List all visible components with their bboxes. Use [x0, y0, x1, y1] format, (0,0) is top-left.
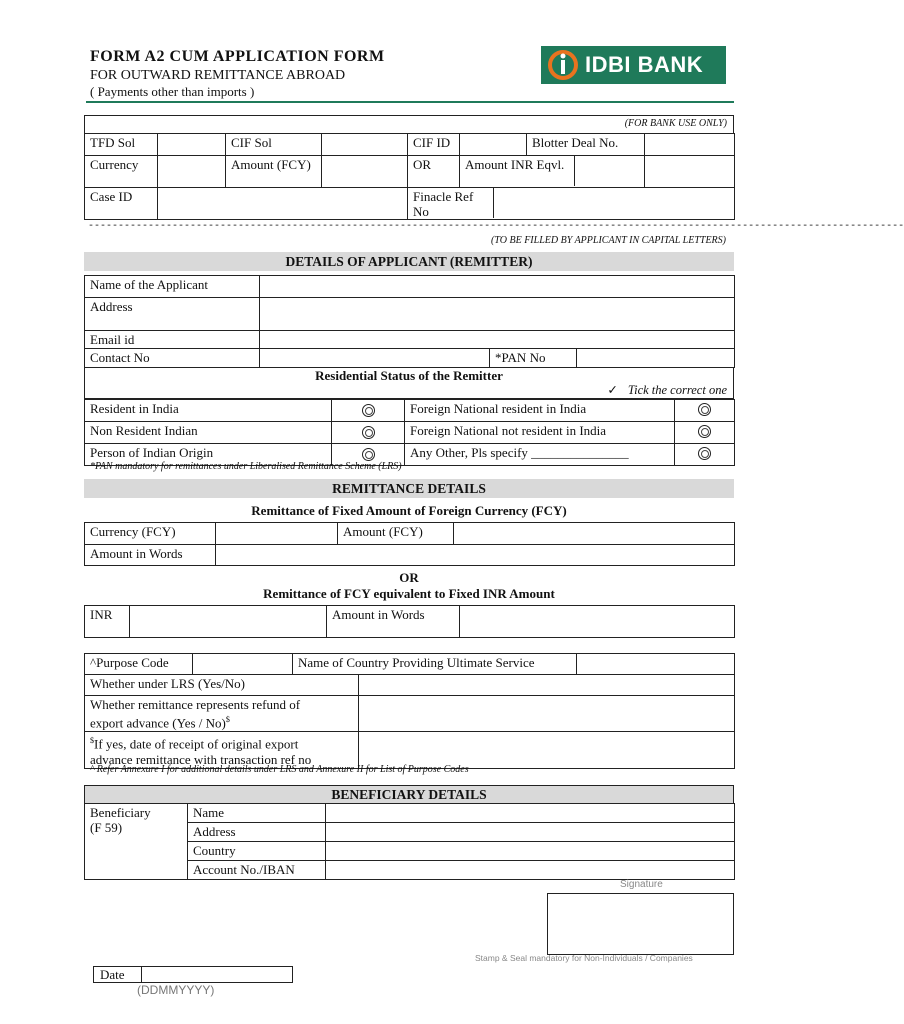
idbi-logo-icon	[547, 50, 579, 80]
refund-label	[85, 696, 359, 732]
stamp-note: Stamp & Seal mandatory for Non-Individuals / Companies	[475, 953, 693, 963]
radio-any-other[interactable]	[675, 444, 735, 466]
residential-heading: Residential Status of the Remitter	[315, 368, 503, 383]
address-label: Address	[85, 298, 260, 331]
beneficiary-country-field[interactable]	[326, 842, 735, 861]
signature-box[interactable]	[547, 893, 734, 955]
residential-box	[84, 367, 734, 399]
radio-icon	[362, 448, 375, 461]
purpose-code-label: ^Purpose Code	[85, 654, 193, 675]
radio-foreign-nonresident[interactable]	[675, 422, 735, 444]
tfd-sol-field[interactable]	[158, 134, 226, 156]
currency-fcy-field[interactable]	[216, 523, 338, 545]
radio-icon	[362, 404, 375, 417]
refund-label-text: export advance (Yes / No)	[90, 715, 226, 731]
status-nri: Non Resident Indian	[85, 422, 332, 444]
beneficiary-account-label: Account No./IBAN	[188, 861, 326, 880]
beneficiary-name-label: Name	[188, 804, 326, 823]
inr-words-field[interactable]	[460, 606, 735, 638]
form-subtitle: FOR OUTWARD REMITTANCE ABROAD	[90, 68, 346, 83]
status-pio: Person of Indian Origin	[85, 444, 332, 466]
annexure-note: ^ Refer Annexure I for additional details under LRS and Annexure II for List of Purpose Codes	[90, 764, 469, 775]
status-foreign-nonresident: Foreign National not resident in India	[405, 422, 675, 444]
tfd-sol-label: TFD Sol	[85, 134, 158, 156]
beneficiary-heading: BENEFICIARY DETAILS	[85, 786, 733, 803]
applicant-table	[84, 275, 735, 368]
refund-field[interactable]	[359, 696, 735, 732]
refund-label-line-1: Whether remittance represents refund of	[90, 697, 301, 712]
applicant-heading: DETAILS OF APPLICANT (REMITTER)	[84, 252, 734, 271]
bank-use-note-box	[84, 115, 734, 133]
currency-fcy-label: Currency (FCY)	[85, 523, 216, 545]
form-title: FORM A2 CUM APPLICATION FORM	[90, 48, 385, 65]
beneficiary-name-field[interactable]	[326, 804, 735, 823]
ifyes-label-sup: $	[90, 736, 94, 746]
currency-label: Currency	[85, 156, 158, 188]
lrs-field[interactable]	[359, 675, 735, 696]
radio-foreign-resident[interactable]	[675, 400, 735, 422]
address-field[interactable]	[260, 298, 735, 331]
lrs-label: Whether under LRS (Yes/No)	[85, 675, 359, 696]
beneficiary-country-label: Country	[188, 842, 326, 861]
finacle-ref-label: Finacle Ref No	[408, 188, 494, 218]
contact-field[interactable]	[260, 349, 490, 368]
applicant-name-label: Name of the Applicant	[85, 276, 260, 298]
beneficiary-label-line-1: Beneficiary	[90, 805, 151, 820]
finacle-ref-field[interactable]	[494, 188, 734, 218]
remittance-heading: REMITTANCE DETAILS	[84, 479, 734, 498]
status-resident-india: Resident in India	[85, 400, 332, 422]
purpose-table	[84, 653, 735, 675]
cif-id-label: CIF ID	[408, 134, 460, 156]
date-label: Date	[94, 967, 142, 982]
email-field[interactable]	[260, 331, 735, 349]
amount-inr-extra-field[interactable]	[645, 156, 735, 188]
pan-note-text: PAN mandatory for remittances under Liberalised Remittance Scheme (LRS)	[95, 461, 402, 472]
applicant-name-field[interactable]	[260, 276, 735, 298]
inr-table	[84, 605, 735, 638]
pan-label: *PAN No	[490, 349, 577, 368]
ifyes-label-line-2: advance remittance with transaction ref no	[90, 751, 312, 767]
radio-icon	[698, 403, 711, 416]
header-divider	[86, 101, 734, 103]
signature-label: Signature	[620, 879, 663, 890]
purpose-code-field[interactable]	[193, 654, 293, 675]
pan-field[interactable]	[577, 349, 735, 368]
case-id-field[interactable]	[158, 188, 408, 220]
status-foreign-resident: Foreign National resident in India	[405, 400, 675, 422]
country-service-label: Name of Country Providing Ultimate Service	[293, 654, 577, 675]
country-service-field[interactable]	[577, 654, 735, 675]
fcy-table	[84, 522, 735, 566]
beneficiary-address-field[interactable]	[326, 823, 735, 842]
amount-fcy-label: Amount (FCY)	[226, 156, 322, 188]
pan-note-mark: *	[90, 461, 95, 472]
logo-text: IDBI BANK	[585, 52, 704, 77]
cif-sol-field[interactable]	[322, 134, 408, 156]
tick-note-wrap	[607, 382, 727, 398]
fixed-fcy-heading: Remittance of Fixed Amount of Foreign Currency (FCY)	[251, 503, 567, 518]
beneficiary-table	[84, 803, 735, 880]
pan-note	[90, 461, 402, 472]
radio-resident-india[interactable]	[332, 400, 405, 422]
email-label: Email id	[85, 331, 260, 349]
bank-use-table	[84, 133, 735, 220]
beneficiary-heading-box	[84, 785, 734, 804]
amount-inr-cell	[460, 156, 645, 188]
amount-inr-field[interactable]	[575, 156, 644, 186]
ifyes-label-text: If yes, date of receipt of original export	[94, 736, 299, 752]
amount-words-label: Amount in Words	[85, 545, 216, 566]
fixed-inr-heading: Remittance of FCY equivalent to Fixed INR Amount	[263, 586, 555, 601]
radio-icon	[698, 447, 711, 460]
lrs-table	[84, 674, 735, 769]
bank-use-note: (FOR BANK USE ONLY)	[624, 118, 727, 129]
beneficiary-address-label: Address	[188, 823, 326, 842]
checkmark-icon: ✓	[607, 383, 618, 397]
contact-label: Contact No	[85, 349, 260, 368]
status-any-other: Any Other, Pls specify _______________	[405, 444, 675, 466]
tick-note: Tick the correct one	[627, 383, 727, 397]
form-subnote: ( Payments other than imports )	[90, 84, 255, 99]
inr-field[interactable]	[130, 606, 327, 638]
beneficiary-label	[85, 804, 188, 880]
bank-logo	[541, 46, 726, 84]
case-id-label: Case ID	[85, 188, 158, 220]
refund-label-line-2	[90, 712, 353, 730]
finacle-ref-cell	[408, 188, 735, 220]
radio-icon	[698, 425, 711, 438]
inr-label: INR	[85, 606, 130, 638]
cut-line: ----------------------------------------------------------------------------------------------------------------------------------------	[88, 221, 904, 232]
residential-table	[84, 399, 735, 466]
cif-sol-label: CIF Sol	[226, 134, 322, 156]
blotter-deal-label: Blotter Deal No.	[527, 134, 645, 156]
ifyes-label	[85, 732, 359, 768]
blotter-deal-field[interactable]	[645, 134, 735, 156]
beneficiary-label-line-2: (F 59)	[90, 820, 123, 835]
radio-nri[interactable]	[332, 422, 405, 444]
amount-words-field[interactable]	[216, 545, 735, 566]
radio-icon	[362, 426, 375, 439]
ifyes-label-line-1	[90, 733, 353, 751]
inr-words-label: Amount in Words	[327, 606, 460, 638]
beneficiary-account-field[interactable]	[326, 861, 735, 880]
refund-label-sup: $	[225, 715, 230, 724]
amount-fcy-field[interactable]	[322, 156, 408, 188]
date-format: (DDMMYYYY)	[137, 983, 215, 997]
or-label: OR	[408, 156, 460, 188]
currency-field[interactable]	[158, 156, 226, 188]
ifyes-field[interactable]	[359, 732, 735, 768]
cif-id-field[interactable]	[460, 134, 527, 156]
capital-letters-note: (TO BE FILLED BY APPLICANT IN CAPITAL LETTERS)	[491, 235, 726, 246]
date-box	[93, 966, 293, 983]
amount-fcy-label-2: Amount (FCY)	[338, 523, 454, 545]
amount-fcy-field-2[interactable]	[454, 523, 735, 545]
or-divider: OR	[399, 570, 419, 585]
amount-inr-label: Amount INR Eqvl.	[460, 156, 575, 186]
date-field[interactable]	[142, 967, 292, 982]
